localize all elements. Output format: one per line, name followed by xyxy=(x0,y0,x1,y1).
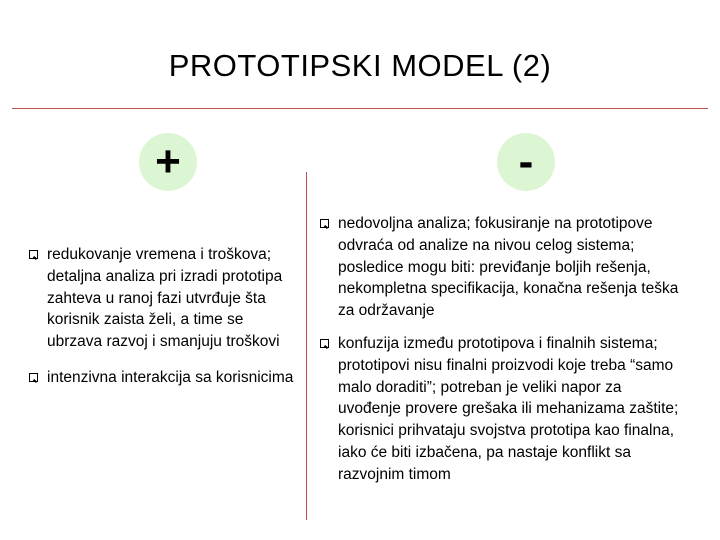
checkbox-bullet-icon xyxy=(320,339,329,348)
checkbox-bullet-icon xyxy=(29,373,38,382)
minus-symbol: - xyxy=(518,137,534,186)
plus-symbol: + xyxy=(155,137,181,186)
page-title: PROTOTIPSKI MODEL (2) xyxy=(168,48,552,83)
title-divider xyxy=(12,108,708,109)
pros-item-text: intenzivna interakcija sa korisnicima xyxy=(47,368,294,386)
cons-item-text: nedovoljna analiza; fokusiranje na prototipove odvraća od analize na nivou celog sistema; posledice mogu biti: previđanje boljih rešenja, nekompletna specifikacija, konačna rešenja teška za održavanje xyxy=(338,215,679,320)
checkbox-bullet-icon xyxy=(29,250,38,259)
cons-circle xyxy=(497,133,555,191)
pros-circle xyxy=(139,133,197,191)
cons-item xyxy=(320,213,680,322)
cons-item xyxy=(320,333,680,486)
pros-item-text: redukovanje vremena i troškova; detaljna analiza pri izradi prototipa zahteva u ranoj fazi utvrđuje šta korisnik zaista želi, a time se ubrzava razvoj i smanjuju troškovi xyxy=(47,246,283,351)
cons-item-text: konfuzija između prototipova i finalnih sistema; prototipovi nisu finalni proizvodi koje treba “samo malo doraditi”; potreban je veliki napor za uvođenje provere grešaka ili mehanizama zaštite; korisnici prihvataju svojstva prototipa kao finalna, iako će biti izbačena, pa nastaje konflikt sa razvojnim timom xyxy=(338,334,679,483)
pros-list xyxy=(29,244,301,389)
cons-list xyxy=(320,213,680,486)
pros-item xyxy=(29,244,301,353)
checkbox-bullet-icon xyxy=(320,219,329,228)
pros-item xyxy=(29,367,301,389)
column-divider xyxy=(306,172,307,520)
